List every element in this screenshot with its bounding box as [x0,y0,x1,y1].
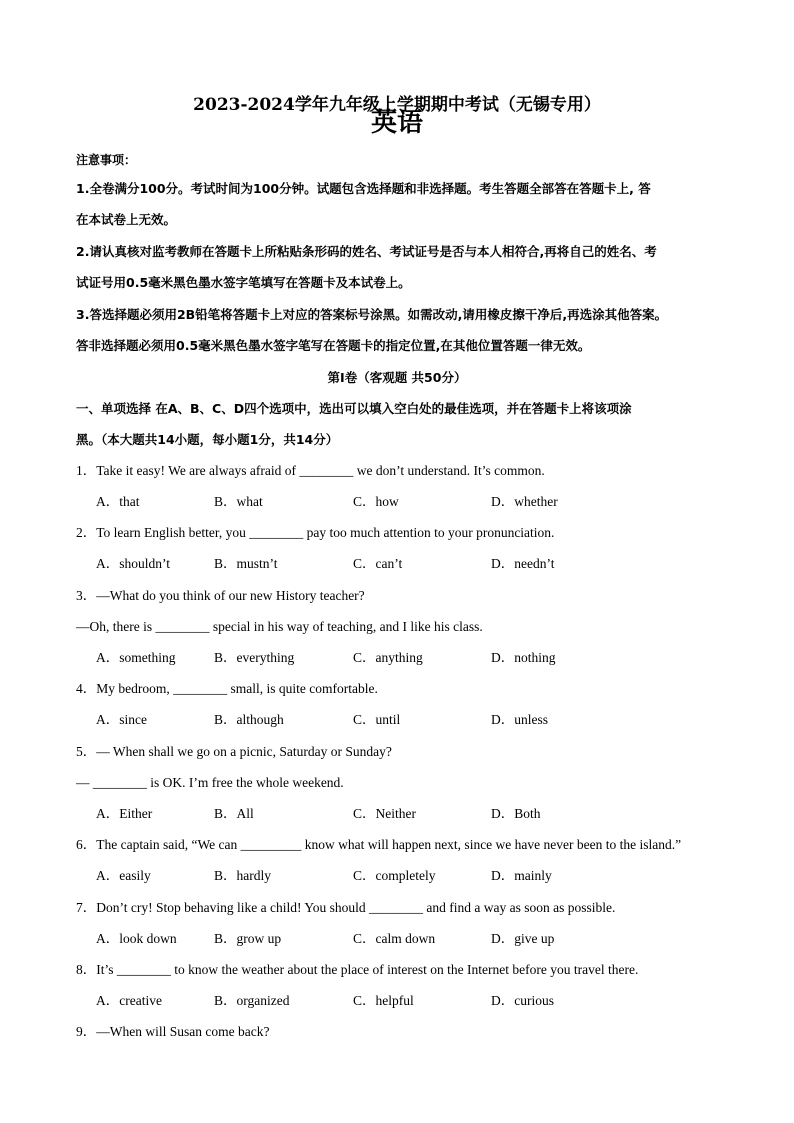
notice-line: 在本试卷上无效。 [76,212,177,227]
question-text: 9．—When will Susan come back? [76,1024,270,1039]
question-text: 5．— When shall we go on a picnic, Saturday or Sunday? [76,744,392,759]
option-row [0,804,794,824]
option-d: D．Both [491,806,541,821]
option-c: C．anything [353,650,423,665]
option-a: A．shouldn’t [96,556,171,571]
notice-line: 2.请认真核对监考教师在答题卡上所粘贴条形码的姓名、考试证号是否与本人相符合,再将自己的姓名、考 [76,244,657,259]
option-c: C．calm down [353,931,436,946]
option-a: A．look down [96,931,177,946]
option-d: D．curious [491,993,554,1008]
notice-line: 答非选择题必须用0.5毫米黑色墨水签字笔写在答题卡的指定位置,在其他位置答题一律无效。 [76,338,591,353]
section-instruction: 黑。（本大题共14小题，每小题1分，共14分） [76,432,339,447]
option-row [0,866,794,886]
option-b: B．All [214,806,254,821]
option-row [0,554,794,574]
option-a: A．easily [96,868,151,883]
question-text: 8．It’s ________ to know the weather about the place of interest on the Internet before you travel there. [76,962,639,977]
option-a: A．since [96,712,147,727]
question-text: —Oh, there is ________ special in his way of teaching, and I like his class. [76,619,483,634]
option-d: D．whether [491,494,558,509]
option-c: C．helpful [353,993,414,1008]
question-text: 4．My bedroom, ________ small, is quite comfortable. [76,681,378,696]
option-d: D．unless [491,712,548,727]
option-b: B．what [214,494,263,509]
option-b: B．organized [214,993,290,1008]
option-row [0,991,794,1011]
option-b: B．mustn’t [214,556,278,571]
option-b: B．grow up [214,931,282,946]
notice-heading: 注意事项： [76,153,137,167]
option-row [0,929,794,949]
option-a: A．Either [96,806,153,821]
option-b: B．although [214,712,284,727]
notice-line: 3.答选择题必须用2B铅笔将答题卡上对应的答案标号涂黑。如需改动,请用橡皮擦干净后,再选涂其他答案。 [76,307,668,322]
question-text: 6．The captain said, “We can _________ know what will happen next, since we have never been to the island.” [76,837,682,852]
question-text: 1．Take it easy! We are always afraid of ________ we don’t understand. It’s common. [76,463,545,478]
option-d: D．nothing [491,650,556,665]
section-heading: 第I卷（客观题 共50分） [327,370,467,385]
option-d: D．needn’t [491,556,555,571]
option-d: D．mainly [491,868,552,883]
option-d: D．give up [491,931,555,946]
option-c: C．can’t [353,556,403,571]
option-b: B．everything [214,650,295,665]
option-b: B．hardly [214,868,271,883]
option-c: C．until [353,712,401,727]
option-c: C．Neither [353,806,416,821]
option-a: A．that [96,494,140,509]
option-row [0,710,794,730]
question-text: 3．—What do you think of our new History teacher? [76,588,365,603]
section-instruction: 一、单项选择 在A、B、C、D四个选项中，选出可以填入空白处的最佳选项，并在答题卡上将该项涂 [76,401,632,416]
option-a: A．something [96,650,176,665]
option-a: A．creative [96,993,162,1008]
question-text: — ________ is OK. I’m free the whole weekend. [76,775,344,790]
question-text: 2．To learn English better, you ________ pay too much attention to your pronunciation. [76,525,555,540]
exam-title: 2023-2024学年九年级上学期期中考试（无锡专用） [193,95,601,115]
notice-line: 试证号用0.5毫米黑色墨水签字笔填写在答题卡及本试卷上。 [76,275,411,290]
question-text: 7．Don’t cry! Stop behaving like a child! You should ________ and find a way as soon as possible. [76,900,616,915]
option-c: C．completely [353,868,436,883]
option-row [0,648,794,668]
subject-title: 英语 [370,108,423,138]
option-row [0,492,794,512]
notice-line: 1.全卷满分100分。考试时间为100分钟。试题包含选择题和非选择题。考生答题全部答在答题卡上, 答 [76,181,651,196]
option-c: C．how [353,494,399,509]
